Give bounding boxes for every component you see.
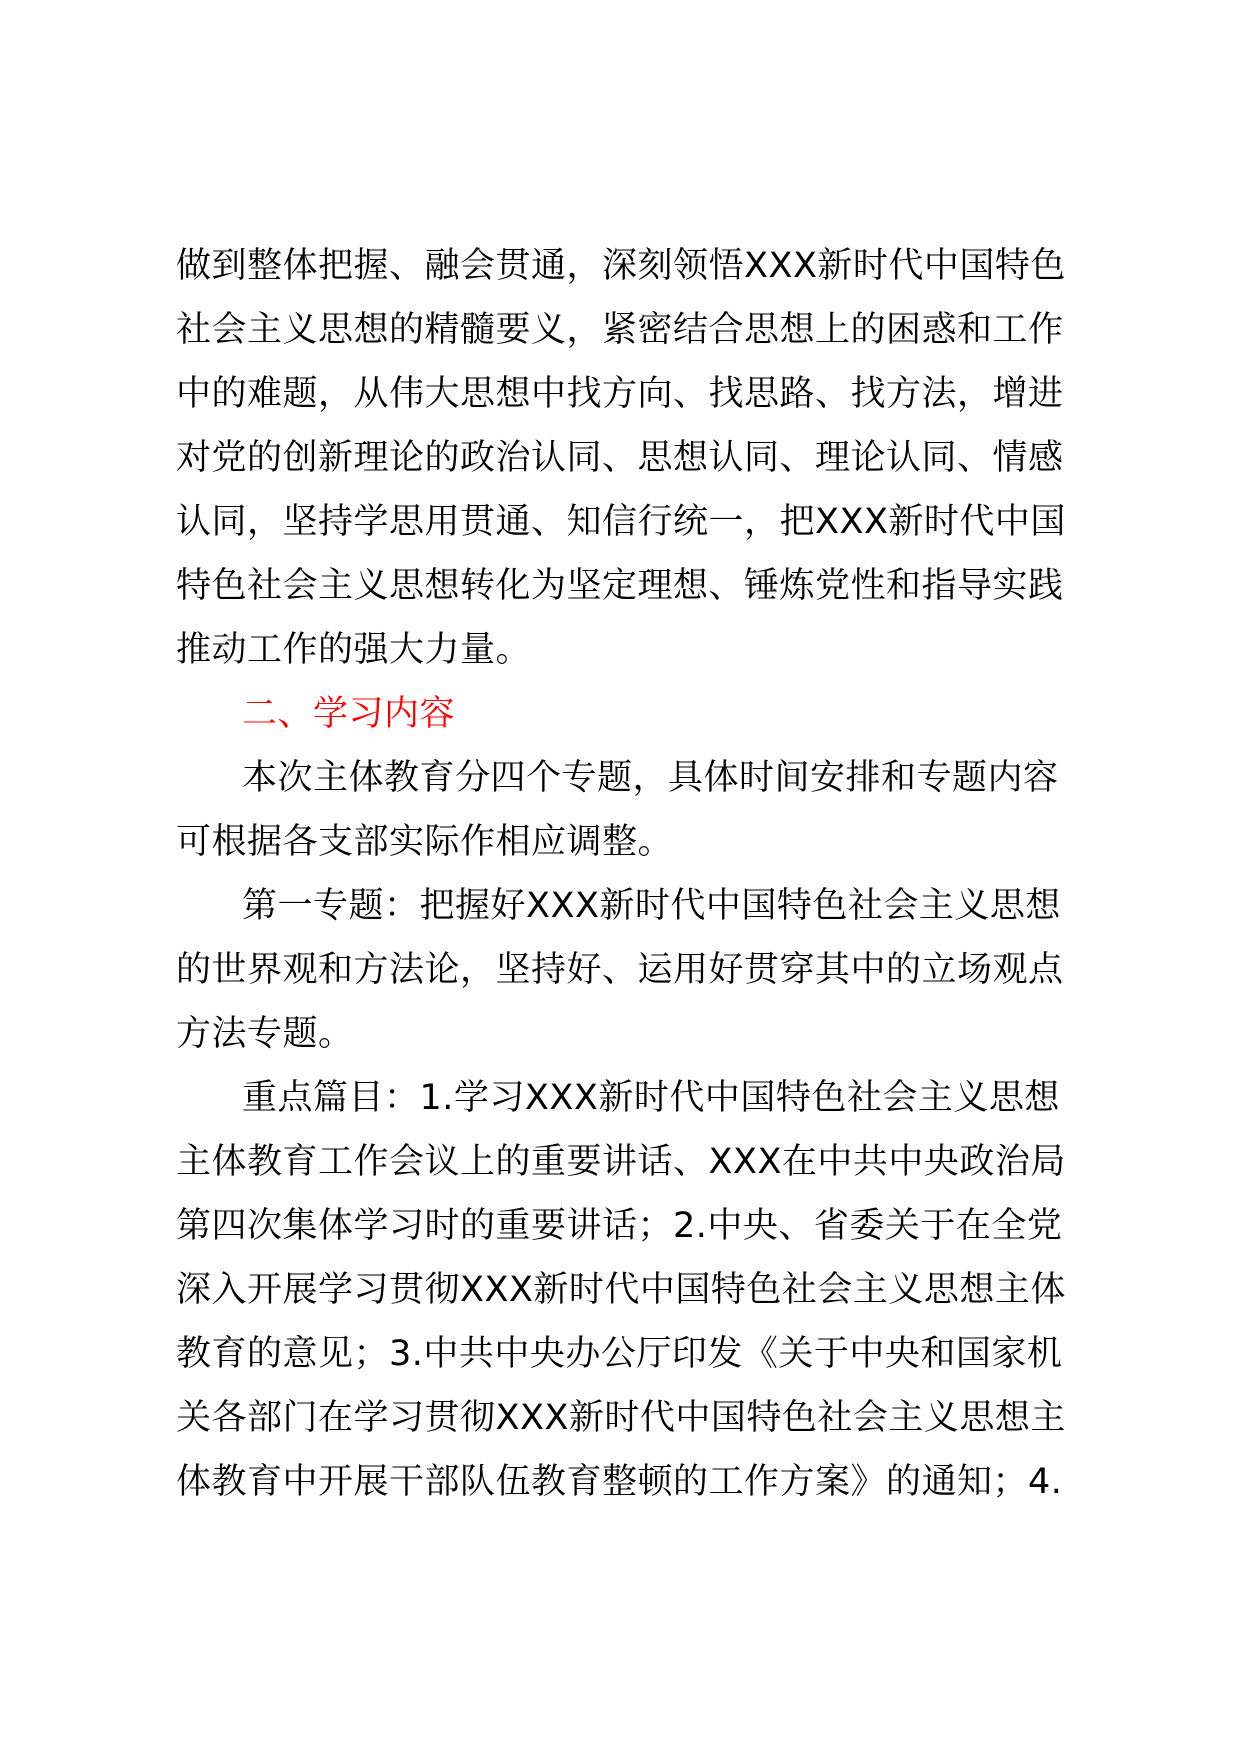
- paragraph-line: 认同，坚持学思用贯通、知信行统一，把XXX新时代中国: [176, 502, 1066, 542]
- paragraph-line: 体教育中开展干部队伍教育整顿的工作方案》的通知；4.: [176, 1462, 1063, 1502]
- section-heading: 二、学习内容: [242, 694, 456, 734]
- paragraph-line: 教育的意见；3.中共中央办公厅印发《关于中央和国家机: [176, 1334, 1063, 1374]
- paragraph-line: 对党的创新理论的政治认同、思想认同、理论认同、情感: [176, 438, 1064, 478]
- paragraph-line: 本次主体教育分四个专题，具体时间安排和专题内容: [242, 758, 1059, 798]
- paragraph-line: 特色社会主义思想转化为坚定理想、锤炼党性和指导实践: [176, 566, 1064, 606]
- paragraph-line: 的世界观和方法论，坚持好、运用好贯穿其中的立场观点: [176, 950, 1064, 990]
- paragraph-line: 主体教育工作会议上的重要讲话、XXX在中共中央政治局: [176, 1142, 1066, 1182]
- paragraph-line: 深入开展学习贯彻XXX新时代中国特色社会主义思想主体: [176, 1270, 1066, 1310]
- paragraph-line: 重点篇目：1.学习XXX新时代中国特色社会主义思想: [242, 1078, 1060, 1118]
- paragraph-line: 社会主义思想的精髓要义，紧密结合思想上的困惑和工作: [176, 310, 1064, 350]
- paragraph-line: 可根据各支部实际作相应调整。: [176, 822, 674, 862]
- paragraph-line: 做到整体把握、融会贯通，深刻领悟XXX新时代中国特色: [176, 246, 1066, 286]
- paragraph-line: 推动工作的强大力量。: [176, 630, 532, 670]
- paragraph-line: 方法专题。: [176, 1014, 354, 1054]
- paragraph-line: 第四次集体学习时的重要讲话；2.中央、省委关于在全党: [176, 1206, 1063, 1246]
- paragraph-line: 中的难题，从伟大思想中找方向、找思路、找方法，增进: [176, 374, 1064, 414]
- paragraph-line: 第一专题：把握好XXX新时代中国特色社会主义思想: [242, 886, 1061, 926]
- paragraph-line: 关各部门在学习贯彻XXX新时代中国特色社会主义思想主: [176, 1398, 1066, 1438]
